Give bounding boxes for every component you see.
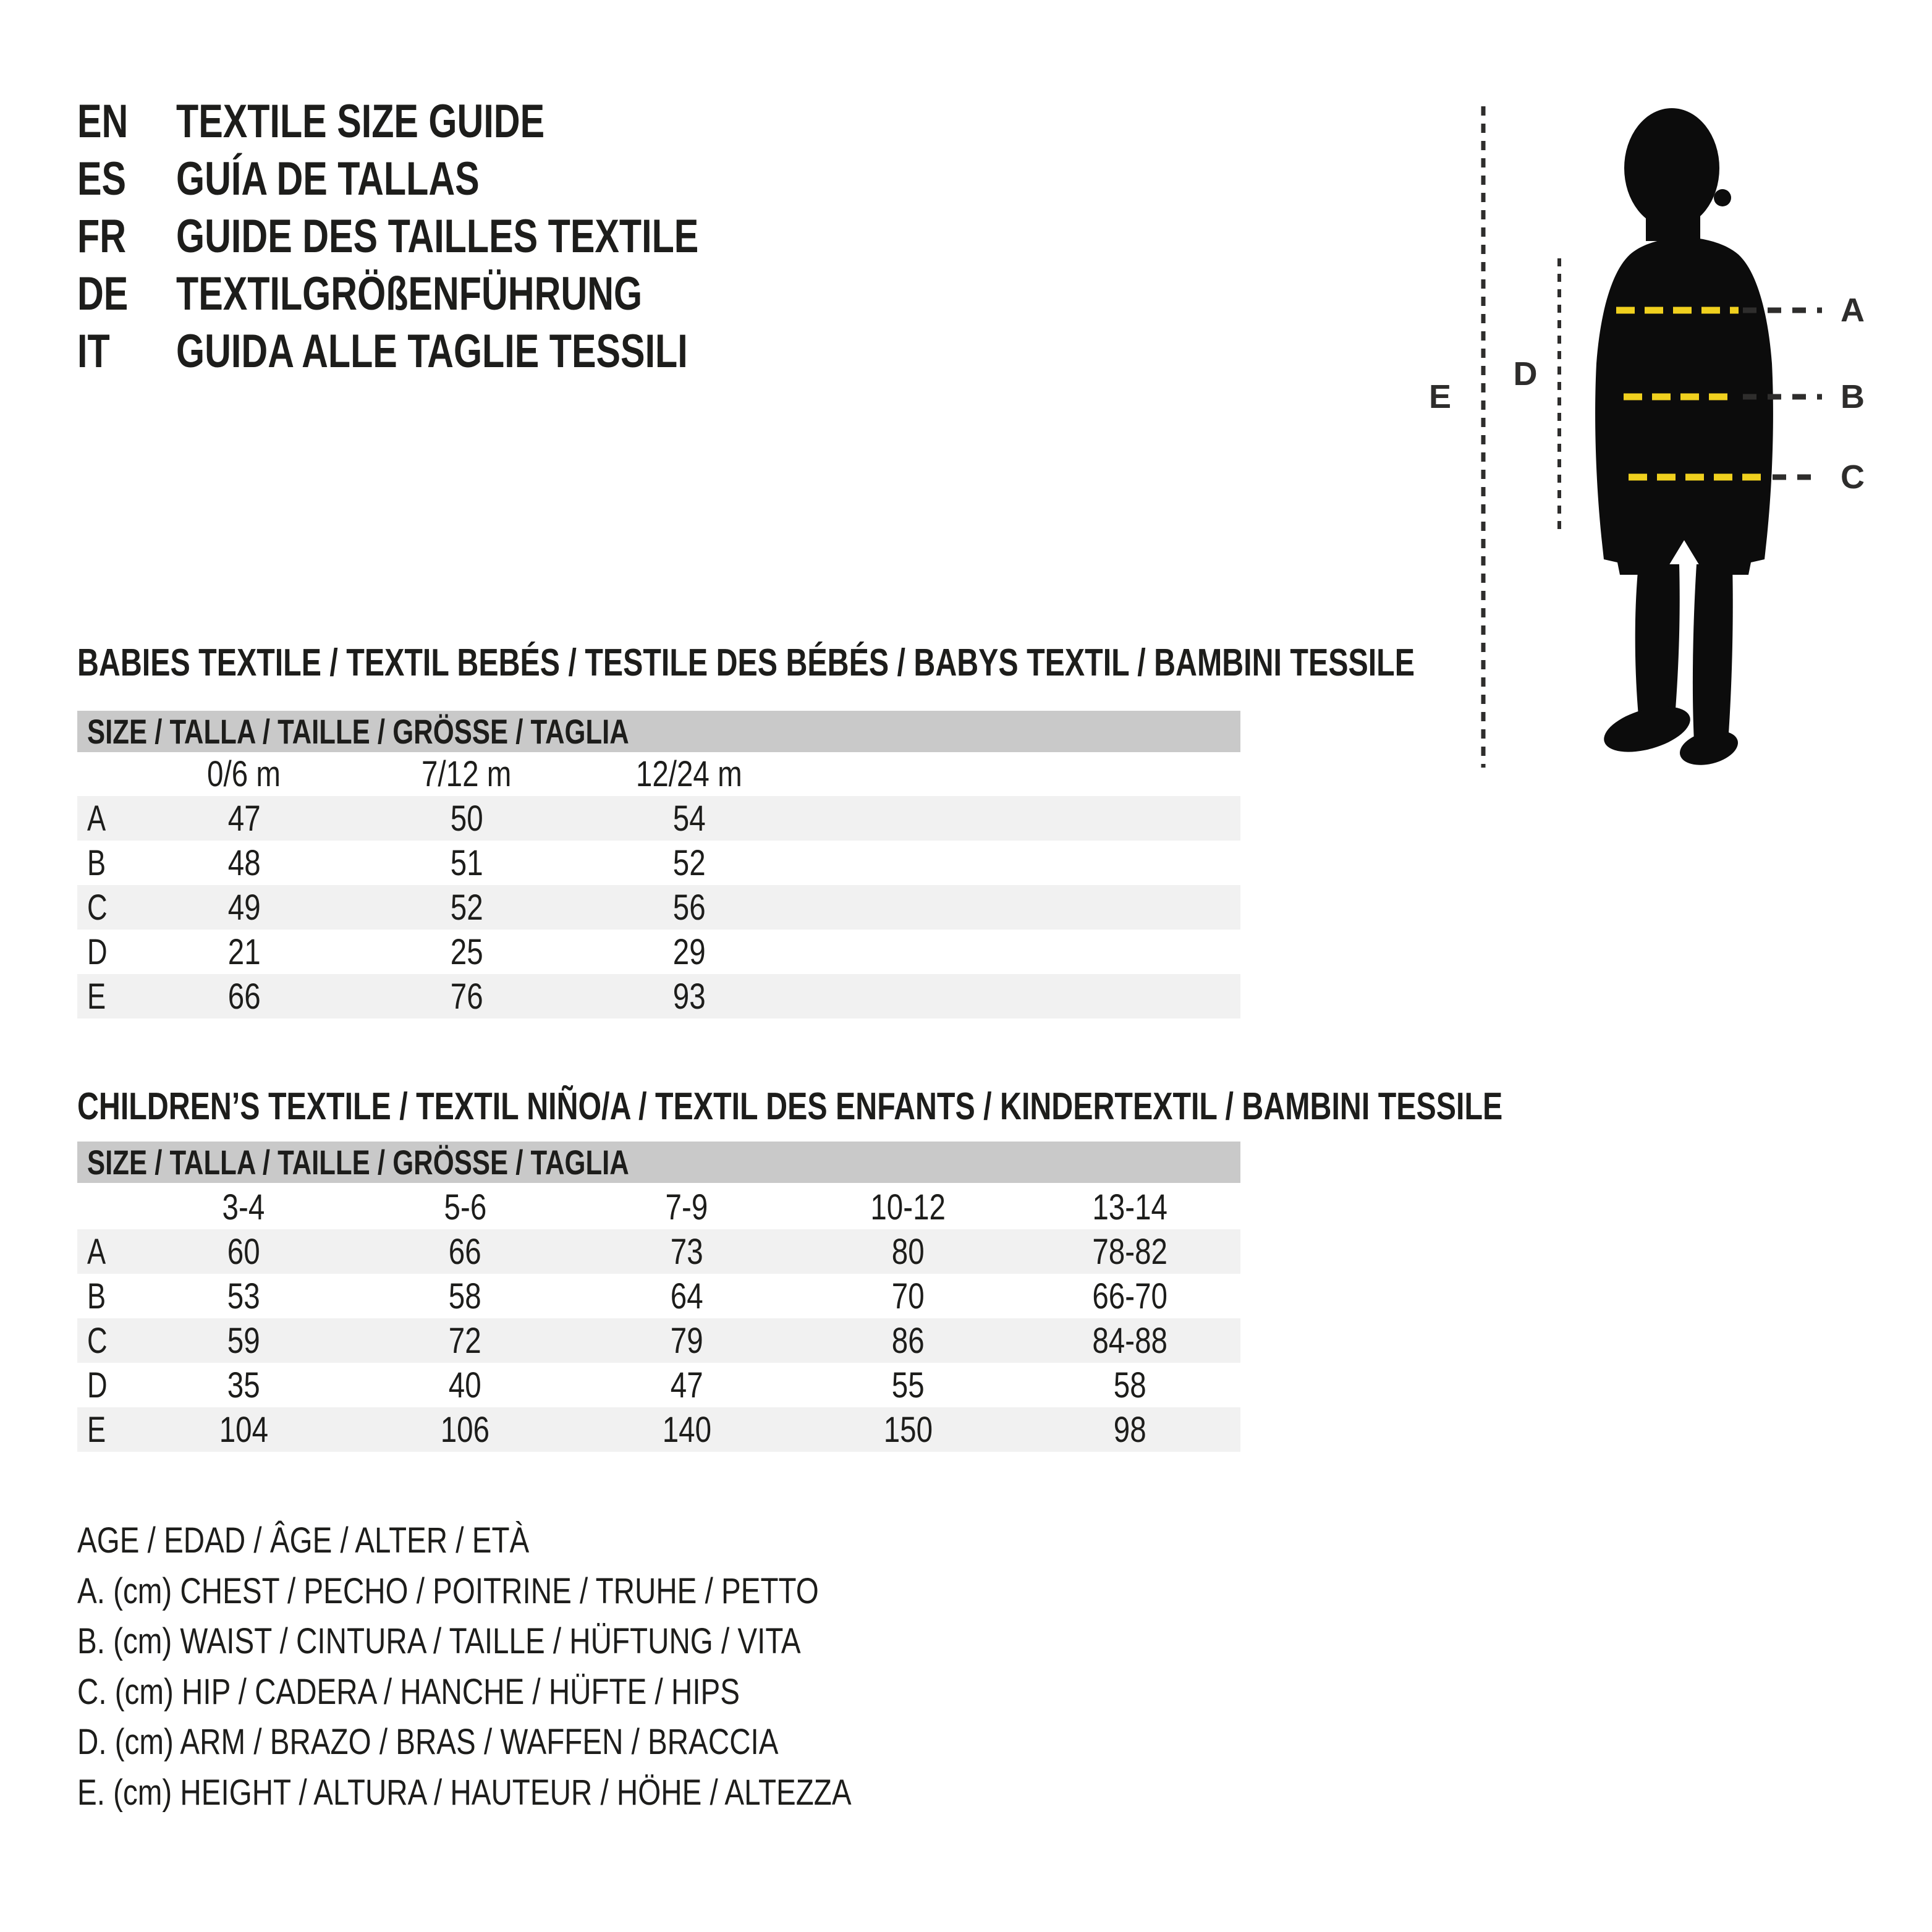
measure-label-d: D — [1513, 355, 1538, 392]
babies-row-a — [77, 796, 1240, 841]
cell-value: 25 — [450, 931, 483, 972]
legend-waist: B. (cm) WAIST / CINTURA / TAILLE / HÜFTUNG / VITA — [77, 1621, 801, 1662]
row-label: B — [87, 842, 106, 883]
cell-value: 66 — [227, 976, 261, 1017]
children-colhead-10-12: 10-12 — [870, 1187, 946, 1227]
cell-value: 56 — [672, 887, 706, 928]
cell-value: 140 — [662, 1409, 711, 1450]
babies-section-title: BABIES TEXTILE / TEXTIL BEBÉS / TESTILE DES BÉBÉS / BABYS TEXTIL / BAMBINI TESSILE — [77, 642, 1415, 684]
cell-value: 72 — [449, 1320, 482, 1361]
silhouette-right-shoe — [1676, 725, 1742, 771]
row-label: C — [87, 887, 108, 928]
cell-value: 49 — [227, 887, 261, 928]
children-row-d — [77, 1363, 1240, 1407]
legend-hip: C. (cm) HIP / CADERA / HANCHE / HÜFTE / HIPS — [77, 1671, 740, 1712]
babies-size-header-bar — [77, 711, 1240, 752]
language-code: ES — [77, 153, 127, 205]
language-code: EN — [77, 95, 129, 148]
babies-colhead-7-12m: 7/12 m — [422, 754, 512, 794]
language-code: DE — [77, 268, 129, 320]
row-label: C — [87, 1320, 108, 1361]
measure-label-a: A — [1841, 292, 1865, 329]
cell-value: 52 — [450, 887, 483, 928]
babies-row-d — [77, 930, 1240, 974]
measure-label-b: B — [1841, 378, 1865, 415]
cell-value: 54 — [672, 798, 706, 839]
language-row-es — [77, 150, 846, 208]
babies-colhead-12-24m: 12/24 m — [636, 754, 742, 794]
cell-value: 70 — [891, 1276, 925, 1316]
cell-value: 98 — [1113, 1409, 1146, 1450]
legend-age: AGE / EDAD / ÂGE / ALTER / ETÀ — [77, 1520, 530, 1561]
cell-value: 66 — [449, 1231, 482, 1272]
measure-label-e: E — [1428, 378, 1452, 415]
cell-value: 29 — [672, 931, 706, 972]
row-label: B — [87, 1276, 106, 1316]
language-row-it — [77, 323, 846, 380]
cell-value: 58 — [1113, 1365, 1146, 1405]
language-title: TEXTILGRÖßENFÜHRUNG — [176, 268, 643, 320]
cell-value: 58 — [449, 1276, 482, 1316]
children-colhead-5-6: 5-6 — [444, 1187, 487, 1227]
children-column-header-row — [77, 1185, 1240, 1229]
cell-value: 78-82 — [1091, 1231, 1167, 1272]
children-colhead-13-14: 13-14 — [1091, 1187, 1167, 1227]
cell-value: 64 — [670, 1276, 703, 1316]
cell-value: 52 — [672, 842, 706, 883]
language-row-fr — [77, 208, 846, 265]
language-code: IT — [77, 325, 110, 378]
row-label: E — [87, 1409, 106, 1450]
cell-value: 150 — [883, 1409, 933, 1450]
children-row-a — [77, 1229, 1240, 1274]
babies-colhead-0-6m: 0/6 m — [207, 754, 281, 794]
cell-value: 40 — [449, 1365, 482, 1405]
cell-value: 50 — [450, 798, 483, 839]
cell-value: 55 — [891, 1365, 925, 1405]
babies-row-e — [77, 974, 1240, 1019]
row-label: A — [87, 798, 106, 839]
cell-value: 51 — [450, 842, 483, 883]
cell-value: 60 — [227, 1231, 260, 1272]
babies-row-c — [77, 885, 1240, 930]
legend-arm: D. (cm) ARM / BRAZO / BRAS / WAFFEN / BRACCIA — [77, 1722, 779, 1763]
cell-value: 21 — [227, 931, 261, 972]
cell-value: 47 — [670, 1365, 703, 1405]
children-section-title: CHILDREN’S TEXTILE / TEXTIL NIÑO/A / TEXTIL DES ENFANTS / KINDERTEXTIL / BAMBINI TESSILE — [77, 1085, 1503, 1128]
measure-label-c: C — [1841, 459, 1865, 496]
language-title: GUIDA ALLE TAGLIE TESSILI — [176, 325, 688, 378]
children-size-header-label: SIZE / TALLA / TAILLE / GRÖSSE / TAGLIA — [87, 1143, 629, 1182]
silhouette-ear — [1714, 189, 1731, 206]
row-label: E — [87, 976, 106, 1017]
children-row-b — [77, 1274, 1240, 1318]
cell-value: 76 — [450, 976, 483, 1017]
babies-size-header-label: SIZE / TALLA / TAILLE / GRÖSSE / TAGLIA — [87, 712, 629, 751]
cell-value: 104 — [219, 1409, 268, 1450]
row-label: D — [87, 1365, 108, 1405]
cell-value: 86 — [891, 1320, 925, 1361]
measurement-legend — [77, 1515, 1022, 1818]
babies-colhead-empty — [77, 752, 133, 796]
cell-value: 35 — [227, 1365, 260, 1405]
language-row-en — [77, 93, 846, 150]
cell-value: 48 — [227, 842, 261, 883]
cell-value: 53 — [227, 1276, 260, 1316]
babies-row-b — [77, 841, 1240, 885]
cell-value: 80 — [891, 1231, 925, 1272]
babies-column-header-row — [77, 752, 1240, 796]
legend-height: E. (cm) HEIGHT / ALTURA / HAUTEUR / HÖHE / ALTEZZA — [77, 1772, 852, 1813]
children-size-table — [77, 1185, 1240, 1452]
silhouette-neck — [1646, 203, 1700, 241]
cell-value: 59 — [227, 1320, 260, 1361]
children-colhead-empty — [77, 1185, 133, 1229]
cell-value: 84-88 — [1091, 1320, 1167, 1361]
cell-value: 93 — [672, 976, 706, 1017]
silhouette-body — [1595, 237, 1773, 575]
cell-value: 79 — [670, 1320, 703, 1361]
language-title: GUÍA DE TALLAS — [176, 153, 480, 205]
language-title: TEXTILE SIZE GUIDE — [176, 95, 545, 148]
legend-chest: A. (cm) CHEST / PECHO / POITRINE / TRUHE / PETTO — [77, 1570, 819, 1611]
cell-value: 106 — [440, 1409, 490, 1450]
children-colhead-7-9: 7-9 — [665, 1187, 708, 1227]
babies-size-table — [77, 752, 1240, 1019]
cell-value: 73 — [670, 1231, 703, 1272]
language-title: GUIDE DES TAILLES TEXTILE — [176, 210, 699, 263]
row-label: D — [87, 931, 108, 972]
cell-value: 47 — [227, 798, 261, 839]
language-code: FR — [77, 210, 127, 263]
children-colhead-3-4: 3-4 — [222, 1187, 265, 1227]
children-size-header-bar — [77, 1142, 1240, 1183]
children-row-c — [77, 1318, 1240, 1363]
cell-value: 66-70 — [1091, 1276, 1167, 1316]
children-row-e — [77, 1407, 1240, 1452]
language-title-list — [77, 93, 846, 380]
language-row-de — [77, 265, 846, 323]
row-label: A — [87, 1231, 106, 1272]
